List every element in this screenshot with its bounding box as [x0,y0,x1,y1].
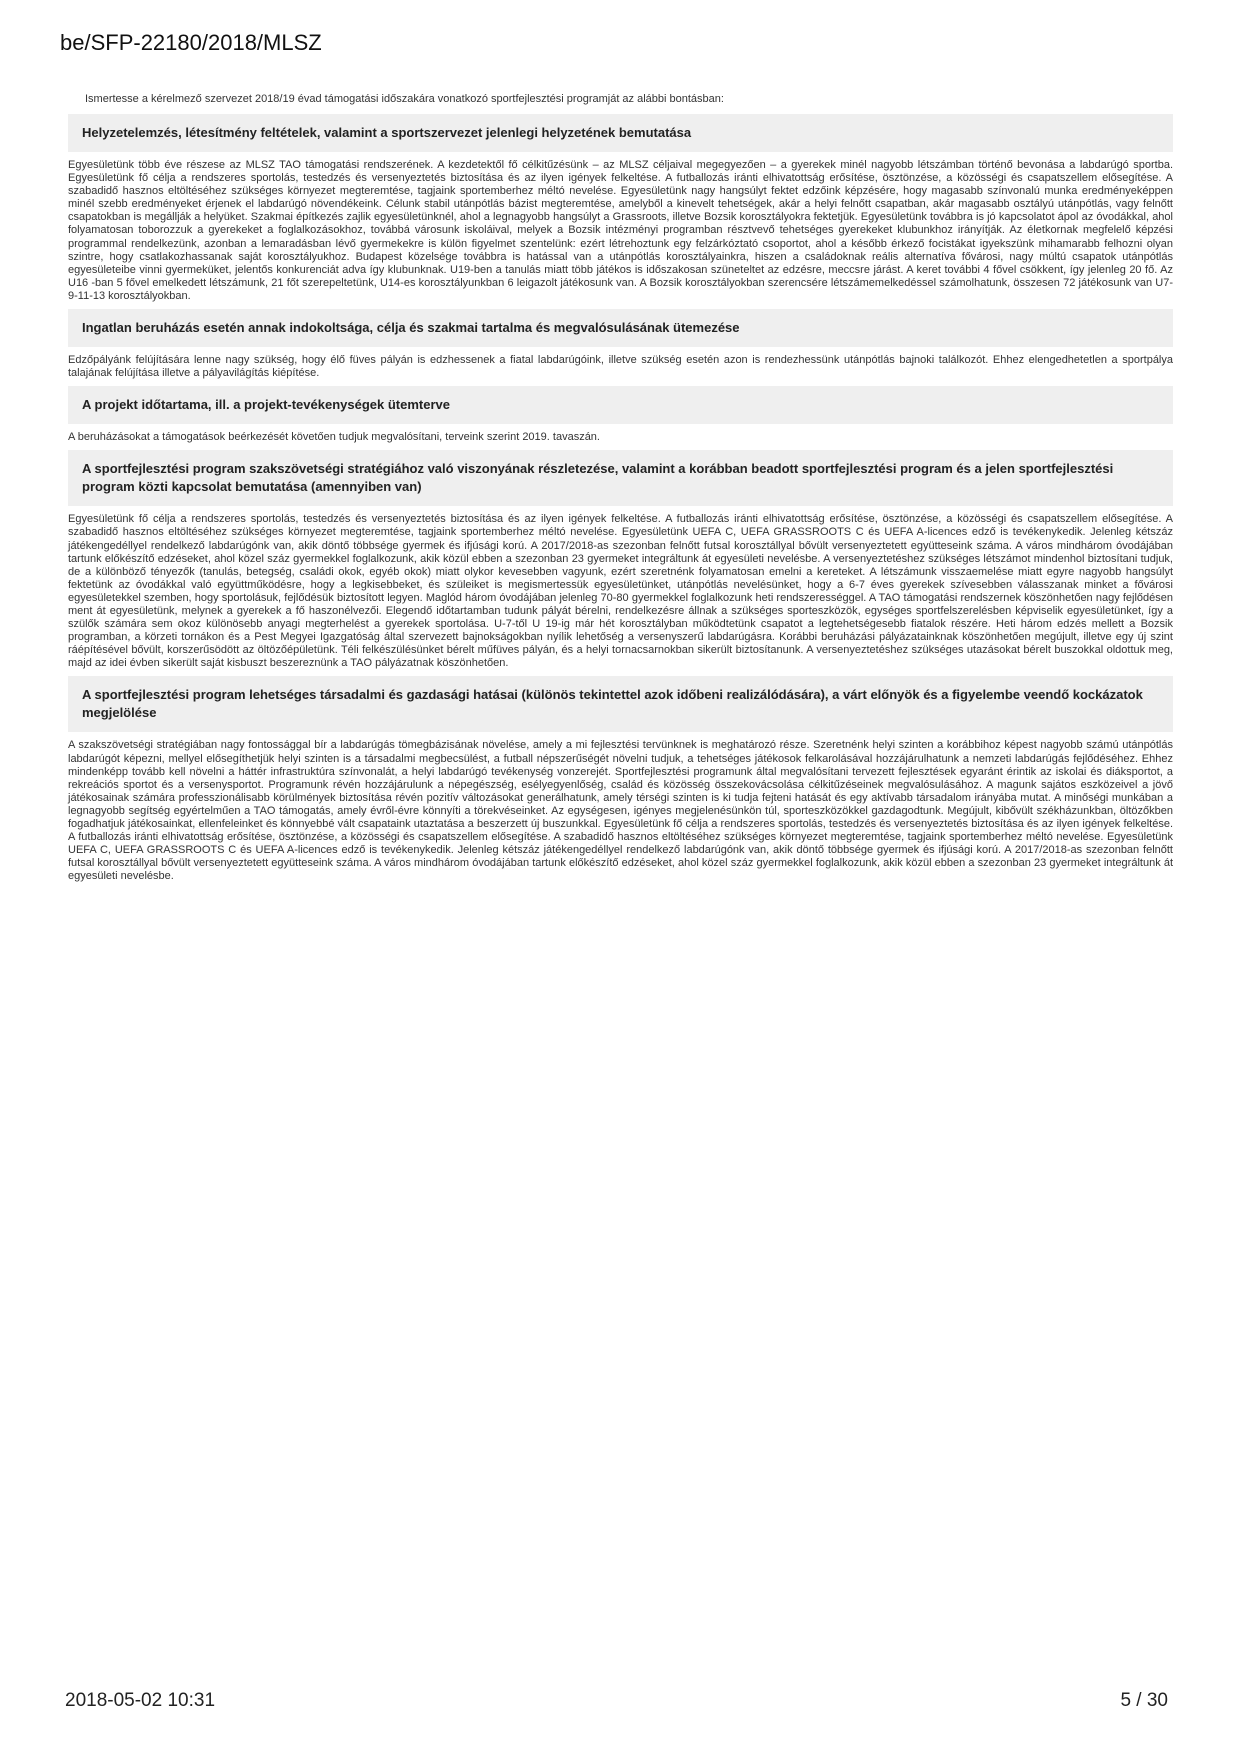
section-body: Egyesületünk több éve részese az MLSZ TAO támogatási rendszerének. A kezdetektől fő célkitűzésünk – az MLSZ céljaival megegyezően – a gyerekek minél nagyobb létszámban történő bevonása a labdarúgó sportba. Egyesületünk fő célja a rendszeres sportolás, testedzés és versenyeztetés biztosítása és az ilyen igények felkeltése. A futballozás iránti elhivatottság erősítése, ösztönzése, a közösségi és csapatszellem elősegítése. A szabadidő hasznos eltöltéséhez szükséges környezet megteremtése, tagjaink sportemberhez méltó nevelése. Egyesületünk nagy hangsúlyt fektet edzőink képzésére, hogy magasabb színvonalú munka eredményeképpen minél szebb eredményeket érjenek el labdarúgó növendékeink. Célunk stabil utánpótlás bázist megteremtése, amelyből a kinevelt tehetségek, akár a helyi felnőtt csapatban, akár magasabb osztályú utánpótlás, vagy felnőtt csapatokban is megállják a helyüket. Szakmai építkezés zajlik egyesületünknél, ahol a legnagyobb hangsúlyt a Grassroots, illetve Bozsik korosztályokra fektetjük. Egyesületünk továbbra is jó kapcsolatot ápol az óvodákkal, ahol folyamatosan toborozzuk a gyerekeket a foglalkozásokhoz, továbbá városunk iskoláival, melyek a Bozsik intézményi programban résztvevő tehetséges gyerekeket klubunkhoz irányítják. Az életkornak megfelelő képzési programmal rendelkezünk, azonban a lemaradásban lévő gyermekekre is külön figyelmet szentelünk: ezért létrehoztunk egy felzárkóztató csoportot, ahol a később érkező focistákat igyekszünk mihamarabb felhozni olyan szintre, hogy csatlakozhassanak saját korosztályukhoz. Budapest közelsége továbbra is hatással van a utánpótlás korosztályainkra, hiszen a családoknak reális alternatíva fővárosi, nagy múltú csapatok utánpótlás egyesületeibe vinni gyermeküket, jelentős konkurenciát adva így klubunknak. U19-ben a tanulás miatt több játékos is időszakosan szüneteltet az edzésre, meccsre járást. A keret további 4 fővel csökkent, így jelenleg 20 fő. Az U16 -ban 5 fővel emelkedett létszámunk, 21 főt szerepeltetünk, U14-es korosztályunkban 6 leigazolt játékosunk van. A Bozsik korosztályokban szerencsére létszámemelkedéssel számolhatunk, összesen 72 játékosunk van U7-9-11-13 korosztályokban. [68,159,1173,302]
document-id: be/SFP-22180/2018/MLSZ [60,30,322,55]
section-project-schedule [68,386,1173,444]
section-strategy-relation [68,450,1173,670]
section-body: Egyesületünk fő célja a rendszeres sportolás, testedzés és versenyeztetés biztosítása és az ilyen igények felkeltése. A futballozás iránti elhivatottság erősítése, ösztönzése, a közösségi és csapatszellem elősegítése. A szabadidő hasznos eltöltéséhez szükséges környezet megteremtése, tagjaink sportemberhez méltó nevelése. Egyesületünk UEFA C, UEFA GRASSROOTS C és UEFA A-licences edző is tevékenykedik. Jelenleg kétszáz játékengedéllyel rendelkező labdarúgónk van, akik döntő többsége gyermek és ifjúsági korú. A 2017/2018-as szezonban felnőtt futsal korosztállyal bővült versenyeztetett együtteseink száma. A város mindhárom óvodájában tartunk előkészítő edzéseket, ahol közel száz gyermekkel foglalkozunk, akik közül ebben a szezonban 23 gyermeket integráltunk át egyesületi nevelésbe. A versenyeztetéshez szükséges létszámot mindenhol biztosítani tudjuk, de a különböző tényezők (tanulás, betegség, családi okok, egyéb okok) miatt olykor kevesebben vagyunk, ezért szeretnénk folyamatosan emelni a kereteket. A létszámunk visszaemelése miatt egyre nagyobb hangsúlyt fektetünk az óvodákkal való együttműködésre, hogy a legkisebbeket, és szüleiket is megismertessük egyesületünket, utánpótlás nevelésünket, hogy a 6-7 éves gyerekek szívesebben válasszanak minket a fővárosi egyesületekkel szemben, hogy sportolásuk, fejlődésük biztosított legyen. Maglód három óvodájában jelenleg 70-80 gyermekkel foglalkozunk heti rendszerességgel. A TAO támogatási rendszernek köszönhetően nagy fejlődésen ment át egyesületünk, melynek a gyerekek a fő haszonélvezői. Elegendő időtartamban tudunk pályát bérelni, rendelkezésre állnak a szükséges sporteszközök, egységes sportfelszerelésben képviselik egyesületünket, így a szülők számára sem okoz különösebb anyagi megterhelést a gyerekek sportolása. U-7-től U 19-ig már hét korosztályban működtetünk csapatot a legtehetségesebb fiatalok részére. Heti három edzés mellett a Bozsik programban, a körzeti tornákon és a Pest Megyei Igazgatóság által szervezett bajnokságokban nyílik lehetőség a versenyszerű labdarúgásra. Korábbi beruházási pályázatainknak köszönhetően megújult, illetve egy új szint ráépítésével bővült, korszerűsödött az öltözőépületünk. Téli felkészülésünket bérelt műfüves pályán, és a helyi tornacsarnokban sikerült biztosítanunk. A versenyeztetéshez szükséges utazásokat bérelt buszokkal oldottuk meg, majd az idei évben sikerült saját kisbuszt beszereznünk a TAO pályázatnak köszönhetően. [68,513,1173,670]
section-body: A szakszövetségi stratégiában nagy fontossággal bír a labdarúgás tömegbázisának növelése, amely a mi fejlesztési tervünknek is meghatározó része. Szeretnénk helyi szinten a korábbihoz képest nagyobb számú utánpótlás labdarúgót képezni, mellyel elősegíthetjük helyi szinten is a társadalmi megbecsülést, a futball népszerűségét növelni tudjuk, a tehetséges játékosok felkarolásával hozzájárulhatunk a nemzeti labdarúgás fejlődéséhez. Ehhez mindenképp tovább kell növelni a háttér infrastruktúra színvonalát, a helyi labdarúgó tevékenység vonzerejét. Sportfejlesztési programunk által megvalósítani tervezett fejlesztések egyaránt érintik az iskolai és diáksportot, a rekreációs sportot és a versenysportot. Programunk révén hozzájárulunk a népegészség, esélyegyenlőség, család és közösség összekovácsolása célkitűzéseinek megvalósulásához. A magunk sajátos eszközeivel a jövő játékosainak számára professzionálisabb körülmények biztosítása révén pozitív változásokat generálhatunk, amely térségi szinten is ki tudja fejteni hatását és egy aktívabb társadalom irányába mutat. A minőségi munkában a legnagyobb segítség egyértelműen a TAO támogatás, amely évről-évre könnyíti a törekvéseinket. Az egységesen, igényes megjelenésünkön túl, sporteszközökkel gazdagodtunk. Megújult, kibővült székházunkban, öltözőkben fogadhatjuk játékosainkat, ellenfeleinket és könnyebbé vált csapataink utaztatása a beszerzett új buszunkkal. Egyesületünk fő célja a rendszeres sportolás, testedzés és versenyeztetés biztosítása és az ilyen igények felkeltése. A futballozás iránti elhivatottság erősítése, ösztönzése, a közösségi és csapatszellem elősegítése. A szabadidő hasznos eltöltéséhez szükséges környezet megteremtése, tagjaink sportemberhez méltó nevelése. Egyesületünk UEFA C, UEFA GRASSROOTS C és UEFA A-licences edző is tevékenykedik. Jelenleg kétszáz játékengedéllyel rendelkező labdarúgónk van, akik döntő többsége gyermek és ifjúsági korú. A 2017/2018-as szezonban felnőtt futsal korosztállyal bővült versenyeztetett együtteseink száma. A város mindhárom óvodájában tartunk előkészítő edzéseket, ahol közel száz gyermekkel foglalkozunk, akik közül ebben a szezonban 23 gyermeket integráltunk át egyesületi nevelésbe. [68,739,1173,883]
section-title: Ingatlan beruházás esetén annak indokoltsága, célja és szakmai tartalma és megvalósulásának ütemezése [68,309,1173,347]
footer-timestamp: 2018-05-02 10:31 [65,1690,216,1711]
section-property-investment [68,309,1173,380]
document-content [68,92,1173,889]
section-body: Edzőpályánk felújítására lenne nagy szükség, hogy élő füves pályán is edzhessenek a fiatal labdarúgóink, illetve szükség esetén azon is rendezhessünk utánpótlás bajnoki találkozót. Ehhez elengedhetetlen a sportpálya talajának felújítása illetve a pályavilágítás kiépítése. [68,354,1173,380]
section-social-economic-impact [68,676,1173,883]
intro-text: Ismertesse a kérelmező szervezet 2018/19 évad támogatási időszakára vonatkozó sportfejlesztési programját az alábbi bontásban: [85,93,724,105]
section-body: A beruházásokat a támogatások beérkezését követően tudjuk megvalósítani, terveink szerint 2019. tavaszán. [68,431,600,444]
section-title: A projekt időtartama, ill. a projekt-tevékenységek ütemterve [68,386,1173,424]
section-title: A sportfejlesztési program lehetséges társadalmi és gazdasági hatásai (különös tekintettel azok időbeni realizálódására), a várt előnyök és a figyelembe veendő kockázatok megjelölése [68,676,1173,732]
section-title: A sportfejlesztési program szakszövetségi stratégiához való viszonyának részletezése, valamint a korábban beadott sportfejlesztési program és a jelen sportfejlesztési program közti kapcsolat bemutatása (amennyiben van) [68,450,1173,506]
section-title: Helyzetelemzés, létesítmény feltételek, valamint a sportszervezet jelenlegi helyzetének bemutatása [68,114,1173,152]
section-situation-analysis [68,114,1173,303]
footer-page-number: 5 / 30 [1120,1690,1168,1711]
